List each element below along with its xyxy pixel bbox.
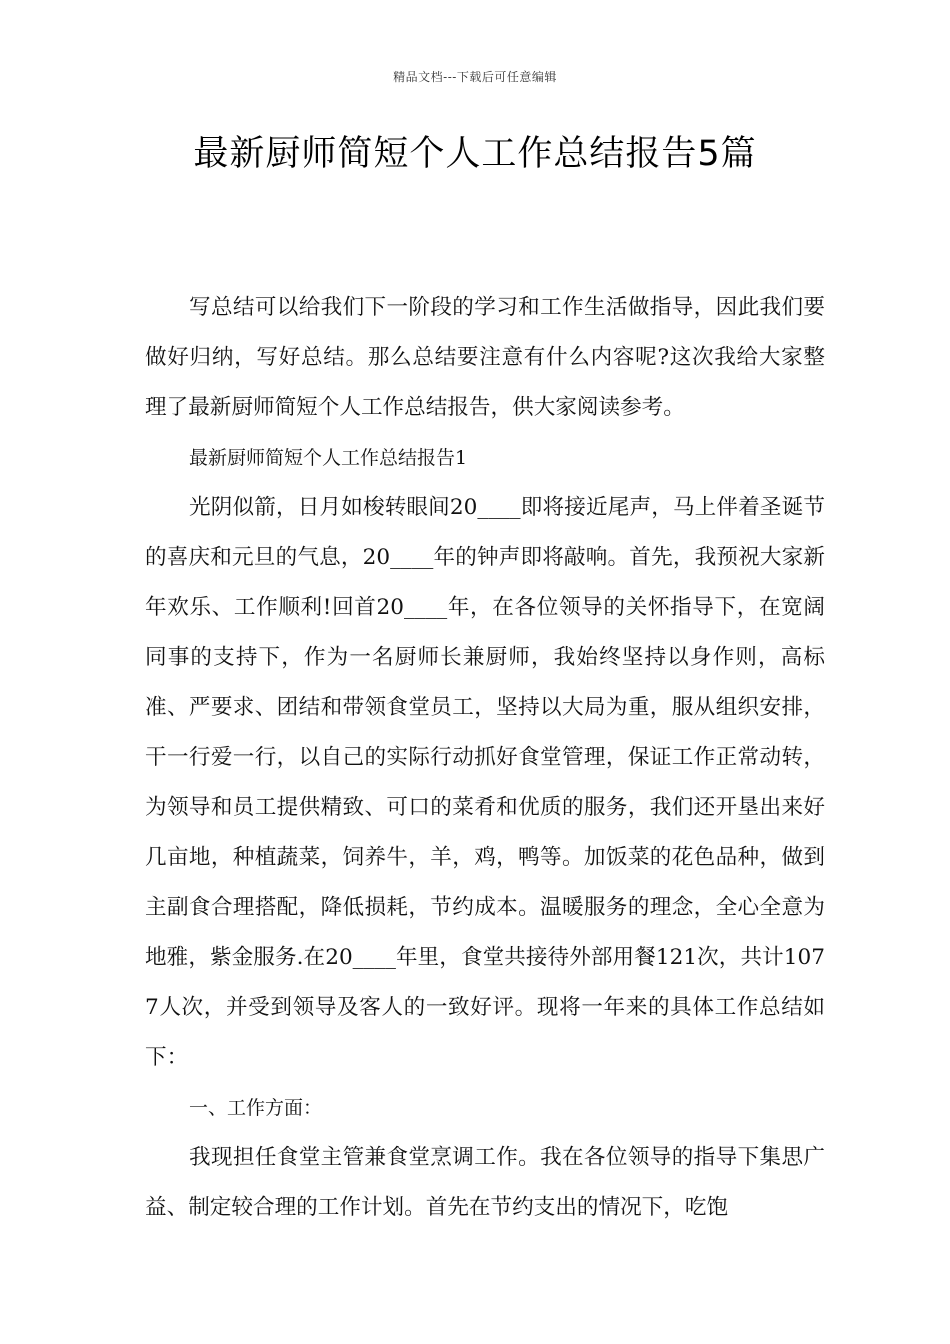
page-header: 精品文档---下载后可任意编辑: [393, 70, 557, 84]
report-1-paragraph: 光阴似箭，日月如梭转眼间20____即将接近尾声，马上伴着圣诞节的喜庆和元旦的气息，20____年的钟声即将敲响。首先，我预祝大家新年欢乐、工作顺利!回首20____年，在各位领导的关怀指导下，在宽阔同事的支持下，作为一名厨师长兼厨师，我始终坚持以身作则，高标准、严要求、团结和带领食堂员工，坚持以大局为重，服从组织安排，干一行爱一行，以自己的实际行动抓好食堂管理，保证工作正常动转，为领导和员工提供精致、可口的菜肴和优质的服务，我们还开垦出来好几亩地，种植蔬菜，饲养牛，羊，鸡，鸭等。加饭菜的花色品种，做到主副食合理搭配，降低损耗，节约成本。温暖服务的理念，全心全意为地雅，紫金服务.在20____年里，食堂共接待外部用餐121次，共计1077人次，并受到领导及客人的一致好评。现将一年来的具体工作总结如下：: [145, 495, 825, 1070]
section-heading-report-1: 最新厨师简短个人工作总结报告1: [189, 447, 468, 469]
work-paragraph: 我现担任食堂主管兼食堂烹调工作。我在各位领导的指导下集思广益、制定较合理的工作计划。首先在节约支出的情况下，吃饱: [145, 1145, 825, 1220]
document-body: [145, 283, 825, 1233]
document-title: 最新厨师简短个人工作总结报告5篇: [193, 134, 757, 174]
intro-paragraph: 写总结可以给我们下一阶段的学习和工作生活做指导，因此我们要做好归纳，写好总结。那么总结要注意有什么内容呢?这次我给大家整理了最新厨师简短个人工作总结报告，供大家阅读参考。: [145, 295, 825, 420]
section-heading-work: 一、工作方面：: [189, 1097, 323, 1119]
